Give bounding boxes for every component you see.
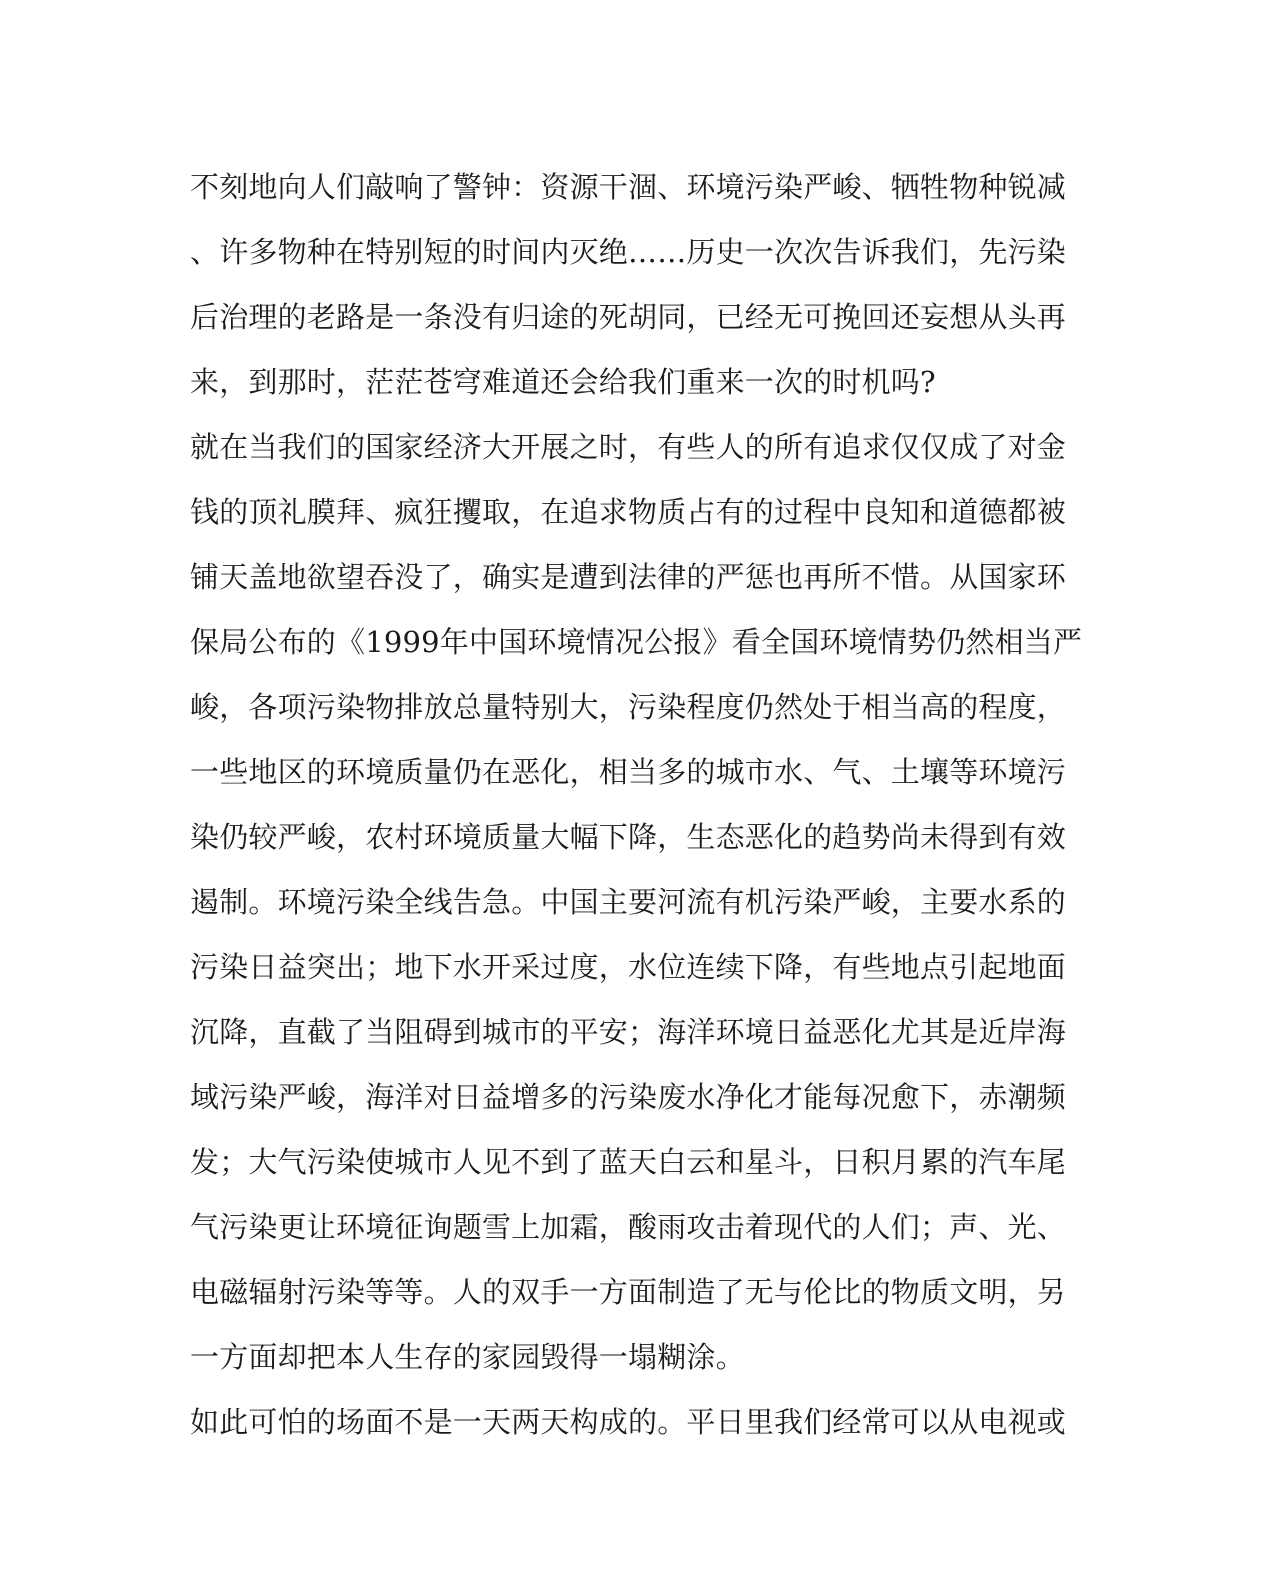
text-line: 后治理的老路是一条没有归途的死胡同，已经无可挽回还妄想从头再 xyxy=(190,300,1067,334)
text-line: 保局公布的《1999年中国环境情况公报》看全国环境情势仍然相当严 xyxy=(190,625,1083,659)
text-line: 就在当我们的国家经济大开展之时，有些人的所有追求仅仅成了对金 xyxy=(190,430,1067,464)
text-line: 污染日益突出；地下水开采过度，水位连续下降，有些地点引起地面 xyxy=(190,950,1067,984)
text-line: 染仍较严峻，农村环境质量大幅下降，生态恶化的趋势尚未得到有效 xyxy=(190,820,1067,854)
text-line: 来，到那时，茫茫苍穹难道还会给我们重来一次的时机吗? xyxy=(190,365,936,399)
text-line: 一方面却把本人生存的家园毁得一塌糊涂。 xyxy=(190,1340,745,1374)
text-line: 钱的顶礼膜拜、疯狂攫取，在追求物质占有的过程中良知和道德都被 xyxy=(190,495,1067,529)
text-line: 如此可怕的场面不是一天两天构成的。平日里我们经常可以从电视或 xyxy=(190,1405,1067,1439)
text-line: 域污染严峻，海洋对日益增多的污染废水净化才能每况愈下，赤潮频 xyxy=(190,1080,1067,1114)
text-line: 不刻地向人们敲响了警钟：资源干涸、环境污染严峻、牺牲物种锐减 xyxy=(190,170,1067,204)
text-line: 沉降，直截了当阻碍到城市的平安；海洋环境日益恶化尤其是近岸海 xyxy=(190,1015,1067,1049)
text-line: 峻，各项污染物排放总量特别大，污染程度仍然处于相当高的程度， xyxy=(190,690,1067,724)
text-line: 发；大气污染使城市人见不到了蓝天白云和星斗，日积月累的汽车尾 xyxy=(190,1145,1067,1179)
text-line: 电磁辐射污染等等。人的双手一方面制造了无与伦比的物质文明，另 xyxy=(190,1275,1067,1309)
text-line: 气污染更让环境征询题雪上加霜，酸雨攻击着现代的人们；声、光、 xyxy=(190,1210,1067,1244)
text-line: 一些地区的环境质量仍在恶化，相当多的城市水、气、土壤等环境污 xyxy=(190,755,1067,789)
text-line: 铺天盖地欲望吞没了，确实是遭到法律的严惩也再所不惜。从国家环 xyxy=(190,560,1067,594)
text-line: 遏制。环境污染全线告急。中国主要河流有机污染严峻，主要水系的 xyxy=(190,885,1067,919)
body-text xyxy=(190,155,1083,1455)
text-line: 、许多物种在特别短的时间内灭绝……历史一次次告诉我们，先污染 xyxy=(190,235,1067,269)
